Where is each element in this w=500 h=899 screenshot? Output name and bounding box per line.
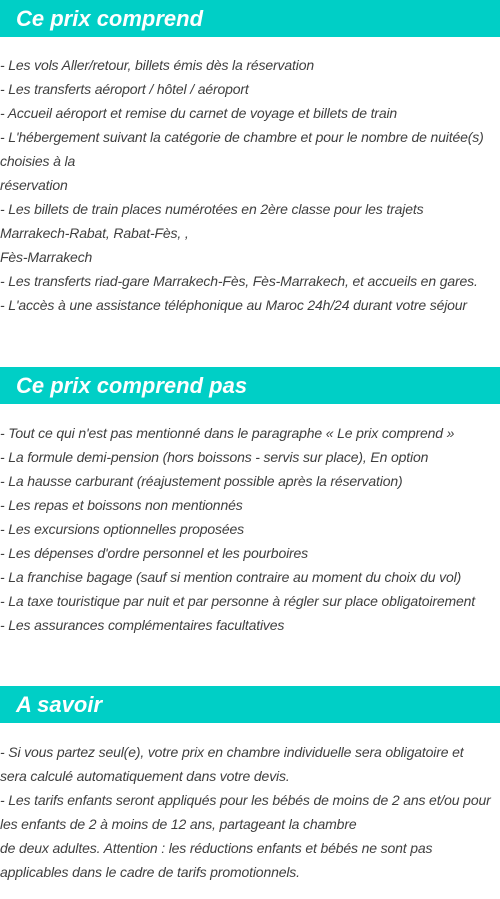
list-item: - L'accès à une assistance téléphonique au Maroc 24h/24 durant votre séjour (0, 297, 467, 313)
section-not-included (0, 367, 500, 637)
list-item: Fès-Marrakech (0, 249, 93, 265)
list-item: - Les dépenses d'ordre personnel et les pourboires (0, 545, 309, 561)
list-item: - Les vols Aller/retour, billets émis dès la réservation (0, 57, 314, 73)
not-included-list (0, 421, 500, 637)
list-item: - Les transferts riad-gare Marrakech-Fès, Fès-Marrakech, et accueils en gares. (0, 273, 478, 289)
section-title-good-to-know: A savoir (0, 686, 500, 723)
list-item: applicables dans le cadre de tarifs promotionnels. (0, 864, 300, 880)
list-item: - La taxe touristique par nuit et par personne à régler sur place obligatoirement (0, 593, 476, 609)
list-item: - L'hébergement suivant la catégorie de chambre et pour le nombre de nuitée(s) (0, 129, 484, 145)
good-to-know-list (0, 740, 500, 884)
list-item: - Les assurances complémentaires facultatives (0, 617, 285, 633)
list-item: choisies à la (0, 153, 76, 169)
list-item: - Si vous partez seul(e), votre prix en chambre individuelle sera obligatoire et (0, 744, 464, 760)
list-item: les enfants de 2 à moins de 12 ans, partageant la chambre (0, 816, 357, 832)
list-item: - La hausse carburant (réajustement possible après la réservation) (0, 473, 403, 489)
list-item: - Les repas et boissons non mentionnés (0, 497, 243, 513)
list-item: sera calculé automatiquement dans votre devis. (0, 768, 290, 784)
list-item: de deux adultes. Attention : les réductions enfants et bébés ne sont pas (0, 840, 433, 856)
list-item: Marrakech-Rabat, Rabat-Fès, , (0, 225, 189, 241)
list-item: - Tout ce qui n'est pas mentionné dans le paragraphe « Le prix comprend » (0, 425, 455, 441)
section-good-to-know (0, 686, 500, 884)
list-item: réservation (0, 177, 68, 193)
section-title-not-included: Ce prix comprend pas (0, 367, 500, 404)
section-included (0, 0, 500, 317)
list-item: - Les tarifs enfants seront appliqués pour les bébés de moins de 2 ans et/ou pour (0, 792, 491, 808)
list-item: - La franchise bagage (sauf si mention contraire au moment du choix du vol) (0, 569, 462, 585)
list-item: - Les transferts aéroport / hôtel / aéroport (0, 81, 249, 97)
list-item: - La formule demi-pension (hors boissons - servis sur place), En option (0, 449, 429, 465)
list-item: - Accueil aéroport et remise du carnet de voyage et billets de train (0, 105, 398, 121)
included-list (0, 53, 500, 317)
list-item: - Les excursions optionnelles proposées (0, 521, 244, 537)
list-item: - Les billets de train places numérotées en 2ère classe pour les trajets (0, 201, 424, 217)
section-title-included: Ce prix comprend (0, 0, 500, 37)
